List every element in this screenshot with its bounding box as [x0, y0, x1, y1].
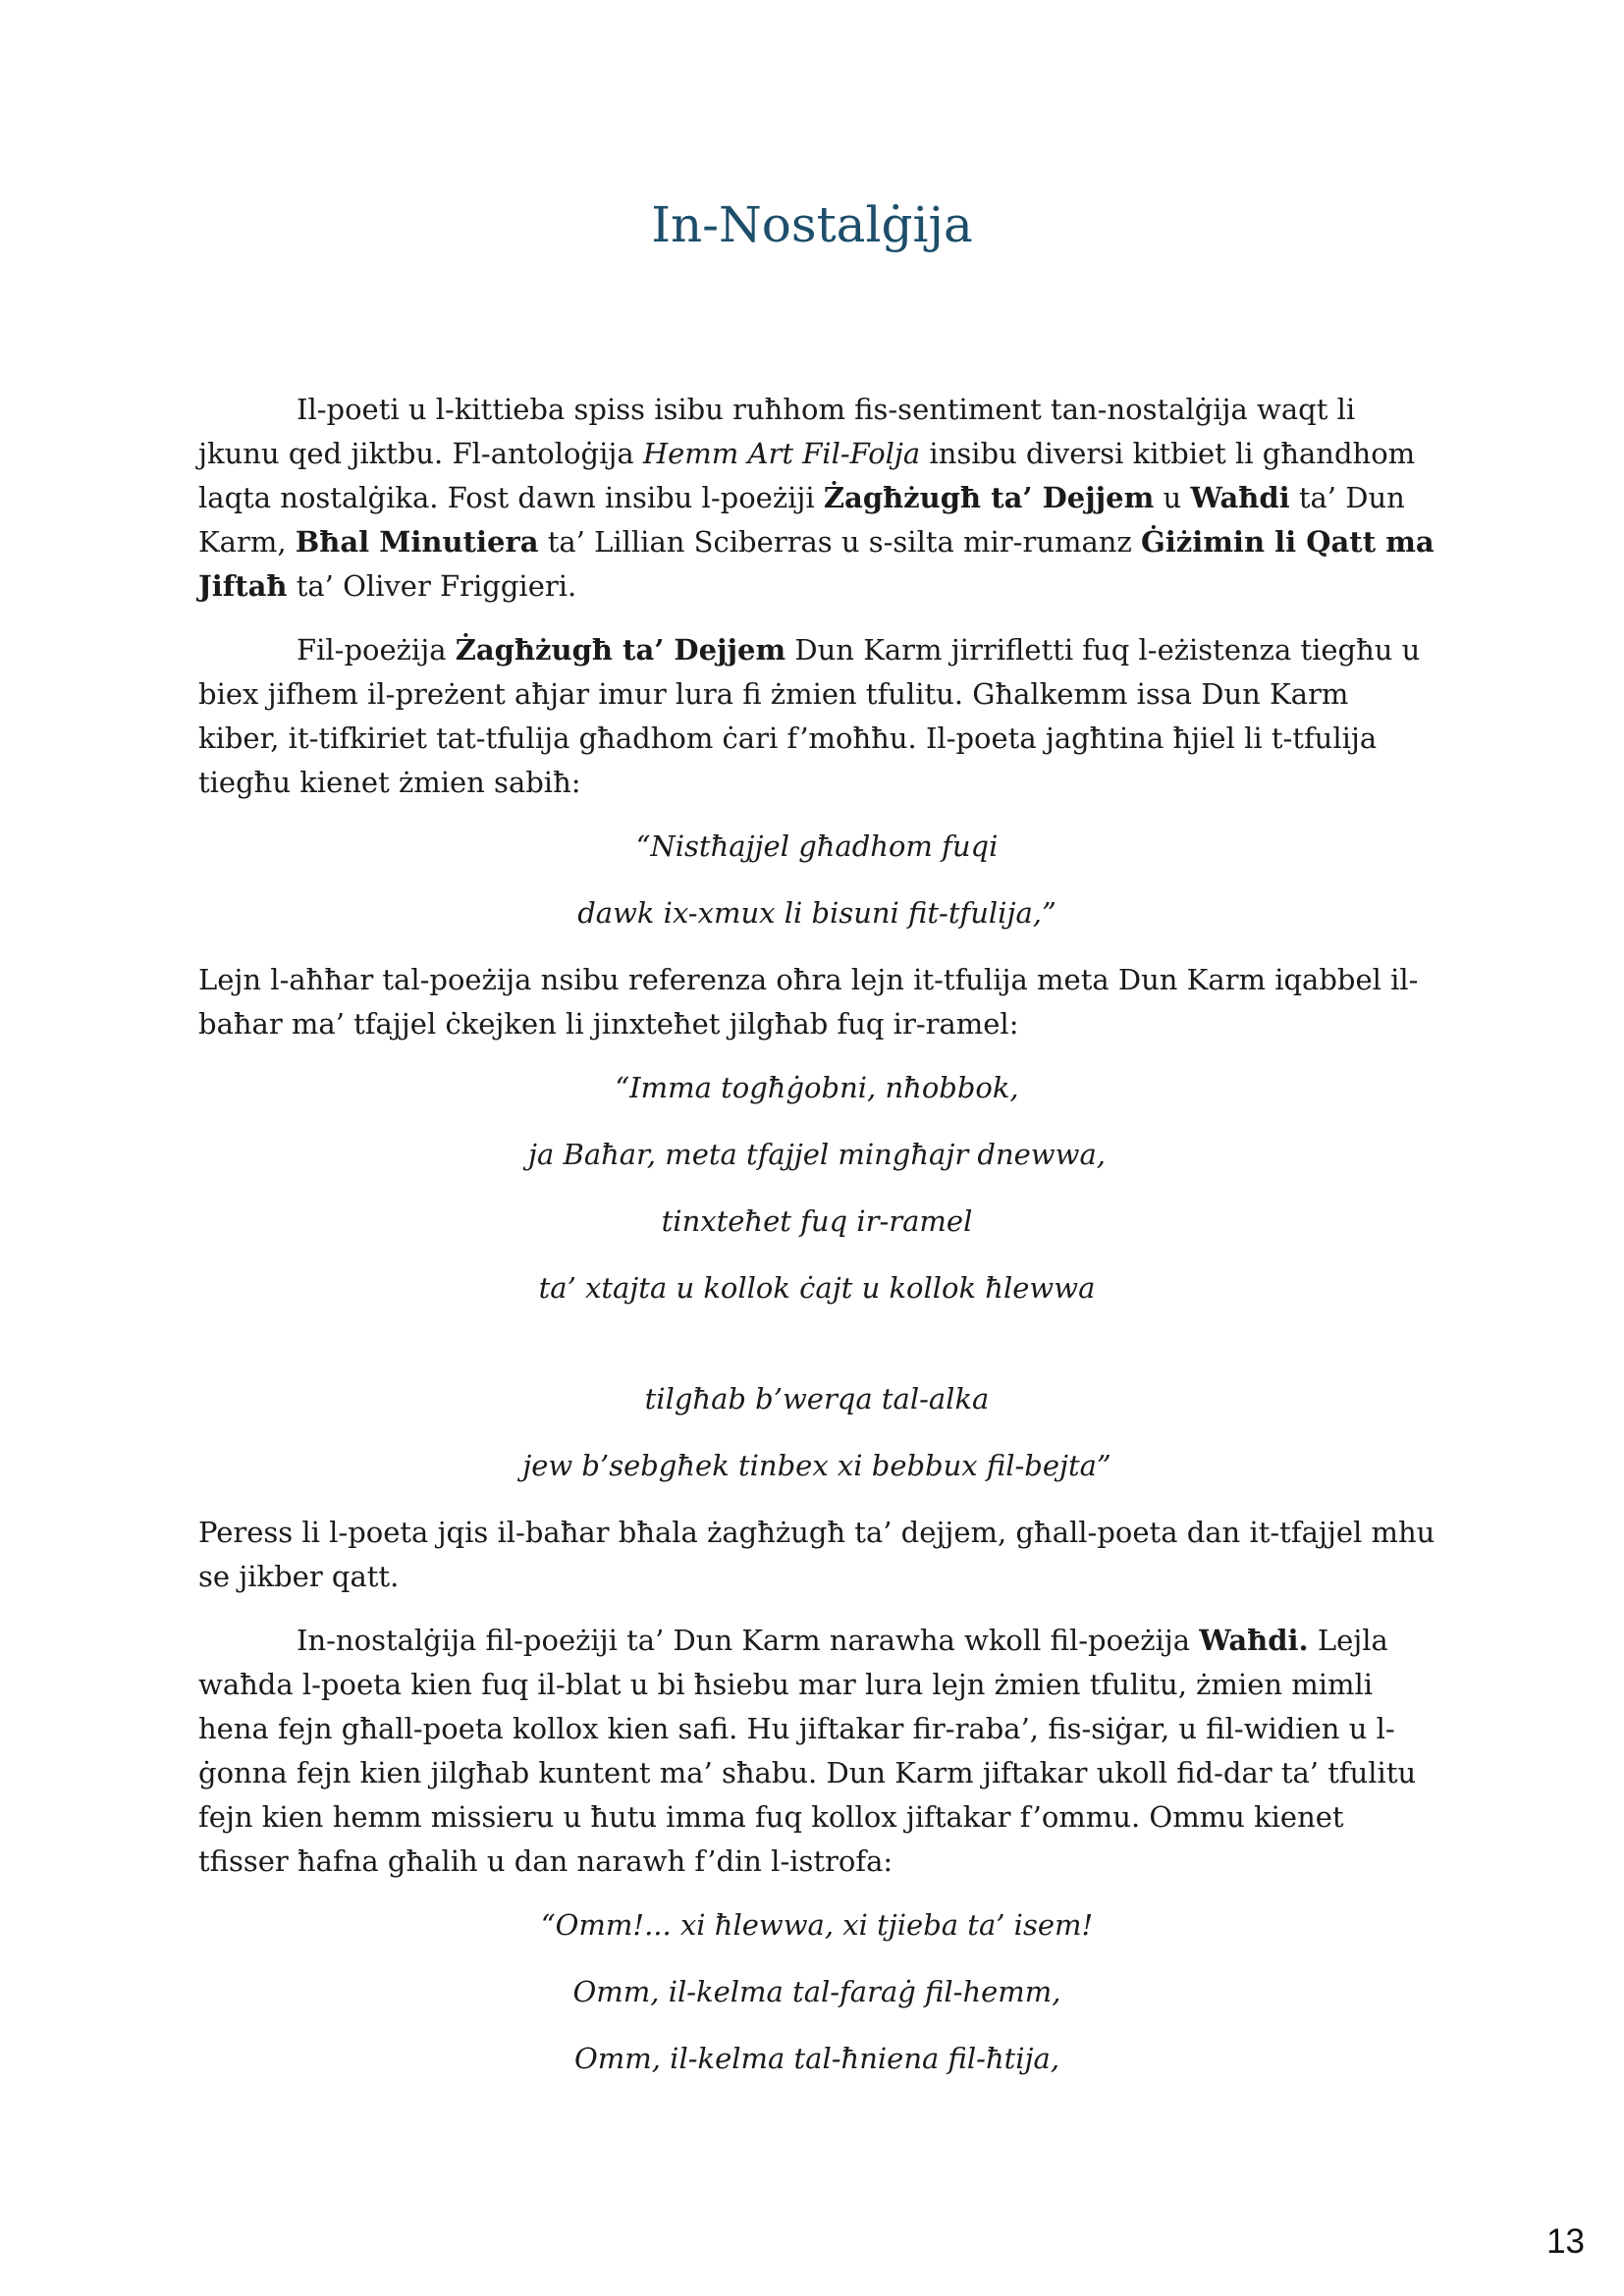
paragraph-5	[198, 1619, 1435, 1884]
text: Lejla waħda l-poeta kien fuq il-blat u bi ħsiebu mar lura lejn żmien tfulitu, żmien mimli hena fejn għall-poeta kollox kien safi. Hu jiftakar fir-raba’, fis-siġar, u fil-widien u l-ġonna fejn kien jilgħab kuntent ma’ sħabu. Dun Karm jiftakar ukoll fid-dar ta’ tfulitu fejn kien hemm missieru u ħutu imma fuq kollox jiftakar f’ommu. Ommu kienet tfisser ħafna għalih u dan narawh f’din l-istrofa:	[198, 1624, 1417, 1878]
paragraph-3: Lejn l-aħħar tal-poeżija nsibu referenza oħra lejn it-tfulija meta Dun Karm iqabbel il-baħar ma’ tfajjel ċkejken li jinxteħet jilgħab fuq ir-ramel:	[198, 963, 1419, 1041]
book-title: Hemm Art Fil-Folja	[642, 437, 921, 470]
text: ta’ Lillian Sciberras u s-silta mir-rumanz	[538, 525, 1141, 559]
page-title: In-Nostalġija	[651, 196, 973, 253]
article-body	[198, 388, 1435, 2104]
quote-line: tinxteħet fuq ir-ramel	[661, 1204, 973, 1238]
quote-line: “Omm!... xi ħlewwa, xi tjieba ta’ isem!	[540, 1908, 1094, 1942]
quote-line: tilgħab b’werqa tal-alka	[644, 1382, 990, 1415]
novel-title: Ġiżimin li Qatt ma Jiftaħ	[198, 525, 1435, 603]
paragraph-4: Peress li l-poeta jqis il-baħar bħala żagħżugħ ta’ dejjem, għall-poeta dan it-tfajjel mhu se jikber qatt.	[198, 1516, 1435, 1593]
quote-line: Omm, il-kelma tal-ħniena fil-ħtija,	[573, 2042, 1060, 2075]
text: insibu diversi kitbiet li għandhom laqta nostalġika. Fost dawn insibu l-poeżiji	[198, 437, 1416, 514]
text: ta’ Dun Karm,	[198, 481, 1405, 559]
quote-line: jew b’sebgħek tinbex xi bebbux fil-bejta”	[522, 1449, 1111, 1482]
text: u	[1154, 481, 1191, 514]
page-number: 13	[1546, 2222, 1585, 2261]
poem-title: Żagħżugħ ta’ Dejjem	[455, 633, 786, 667]
poem-title: Waħdi.	[1199, 1624, 1309, 1657]
text: Il-poeti u l-kittieba spiss isibu ruħhom fis-sentiment tan-nostalġija waqt li jkunu qed jiktbu. Fl-antoloġija	[198, 393, 1356, 470]
poem-title: Waħdi	[1190, 481, 1290, 514]
paragraph-2	[198, 628, 1435, 805]
quote-line: ta’ xtajta u kollok ċajt u kollok ħlewwa	[538, 1271, 1096, 1305]
text: In-nostalġija fil-poeżiji ta’ Dun Karm narawha wkoll fil-poeżija	[297, 1624, 1200, 1657]
poem-title: Bħal Minutiera	[295, 525, 539, 559]
quote-line: ja Baħar, meta tfajjel mingħajr dnewwa,	[528, 1138, 1106, 1171]
quote-line: “Imma togħġobni, nħobbok,	[615, 1071, 1019, 1104]
quote-line: dawk ix-xmux li bisuni fit-tfulija,”	[577, 896, 1056, 930]
quote-line: Omm, il-kelma tal-faraġ fil-hemm,	[572, 1975, 1061, 2008]
text: ta’ Oliver Friggieri.	[287, 569, 577, 603]
quote-line: “Nistħajjel għadhom fuqi	[635, 829, 999, 863]
text: Dun Karm jirrifletti fuq l-eżistenza tiegħu u biex jifhem il-preżent aħjar imur lura fi żmien tfulitu. Għalkemm issa Dun Karm kiber, it-tifkiriet tat-tfulija għadhom ċari f’moħħu. Il-poeta jagħtina ħjiel li t-tfulija tiegħu kienet żmien sabiħ:	[198, 633, 1421, 799]
stanza-gap	[198, 1333, 1435, 1377]
poem-title: Żagħżugħ ta’ Dejjem	[823, 481, 1155, 514]
paragraph-1	[198, 388, 1435, 609]
text: Fil-poeżija	[297, 633, 456, 667]
